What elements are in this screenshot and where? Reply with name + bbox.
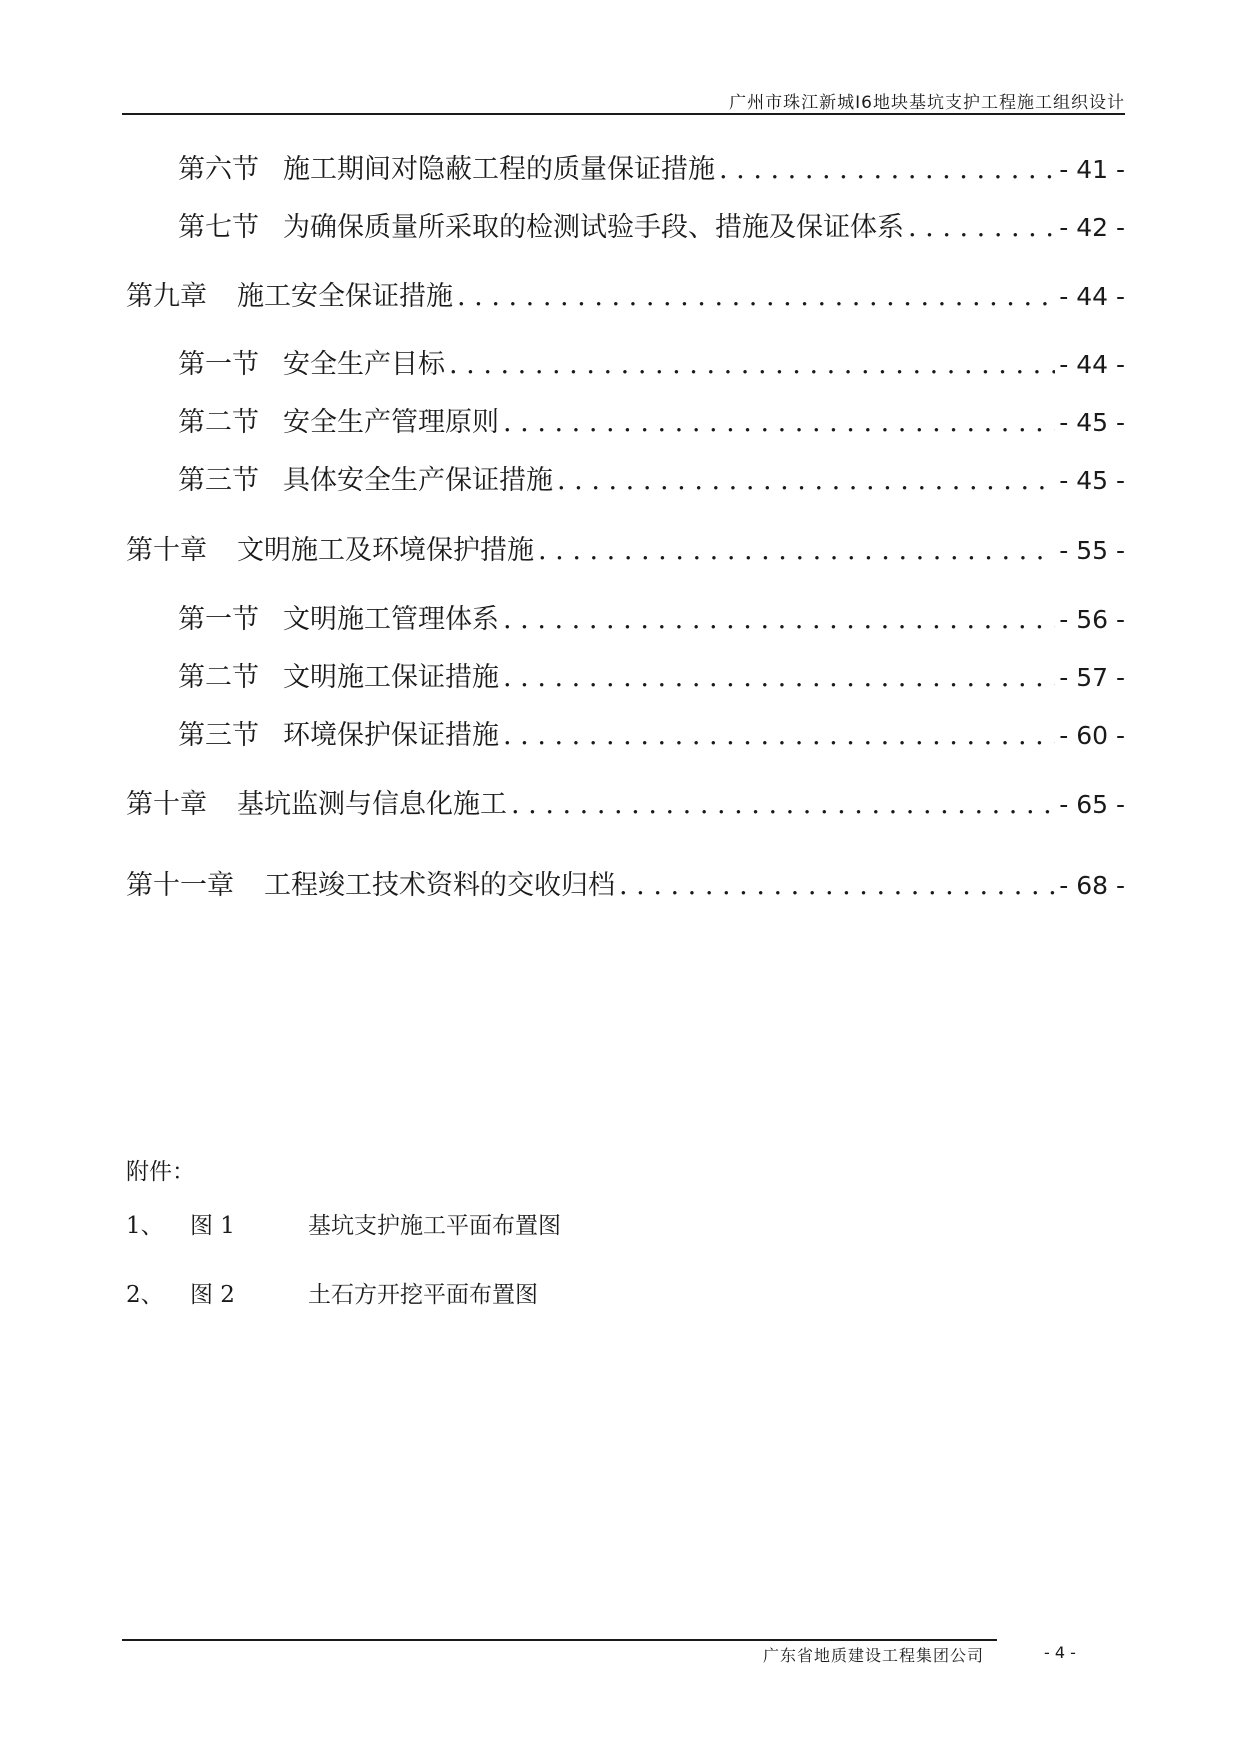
toc-entry[interactable] (178, 597, 1125, 636)
toc-entry-title: 环境保护保证措施 (283, 720, 499, 751)
toc-entry-title: 文明施工及环境保护措施 (237, 535, 534, 566)
toc-entry-label: 第二节 (178, 662, 259, 693)
toc-entry-page: - 44 - (1059, 350, 1125, 379)
toc-entry-page: - 60 - (1059, 721, 1125, 750)
toc-dot-leader (619, 870, 1055, 901)
toc-dot-leader (449, 349, 1055, 380)
toc-entry-page: - 44 - (1059, 282, 1125, 311)
toc-entry-title: 施工期间对隐蔽工程的质量保证措施 (283, 154, 715, 185)
toc-entry-title: 施工安全保证措施 (237, 281, 453, 312)
attachment-figure-label: 图 1 (190, 1213, 235, 1239)
toc-entry-title: 为确保质量所采取的检测试验手段、措施及保证体系 (283, 212, 904, 243)
toc-dot-leader (457, 281, 1055, 312)
toc-dot-leader (511, 789, 1055, 820)
toc-dot-leader (503, 720, 1055, 751)
toc-entry-title: 文明施工管理体系 (283, 604, 499, 635)
attachment-number: 1、 (126, 1213, 164, 1239)
footer-rule (122, 1639, 997, 1641)
toc-dot-leader (503, 604, 1055, 635)
toc-entry-title: 工程竣工技术资料的交收归档 (264, 870, 615, 901)
toc-entry-label: 第一节 (178, 604, 259, 635)
toc-dot-leader (557, 465, 1055, 496)
toc-entry-page: - 56 - (1059, 605, 1125, 634)
toc-entry-label: 第十章 (126, 535, 207, 566)
toc-entry-page: - 57 - (1059, 663, 1125, 692)
toc-entry[interactable] (126, 782, 1125, 821)
attachment-name: 基坑支护施工平面布置图 (308, 1213, 561, 1239)
toc-entry-label: 第十一章 (126, 870, 234, 901)
toc-entry-title: 具体安全生产保证措施 (283, 465, 553, 496)
attachments-title: 附件： (126, 1159, 195, 1185)
toc-entry-label: 第一节 (178, 349, 259, 380)
toc-entry-label: 第九章 (126, 281, 207, 312)
toc-entry-title: 基坑监测与信息化施工 (237, 789, 507, 820)
toc-dot-leader (503, 407, 1055, 438)
toc-entry-label: 第三节 (178, 720, 259, 751)
toc-entry[interactable] (178, 205, 1125, 244)
toc-entry[interactable] (178, 147, 1125, 186)
attachment-figure-label: 图 2 (190, 1282, 235, 1308)
toc-entry-title: 文明施工保证措施 (283, 662, 499, 693)
toc-entry-label: 第二节 (178, 407, 259, 438)
toc-dot-leader (719, 154, 1055, 185)
toc-entry-label: 第六节 (178, 154, 259, 185)
toc-entry[interactable] (178, 342, 1125, 381)
toc-entry[interactable] (178, 458, 1125, 497)
attachment-number: 2、 (126, 1282, 164, 1308)
toc-entry[interactable] (178, 713, 1125, 752)
toc-entry-label: 第十章 (126, 789, 207, 820)
toc-entry[interactable] (178, 655, 1125, 694)
toc-entry[interactable] (126, 528, 1125, 567)
toc-dot-leader (908, 212, 1055, 243)
toc-entry-page: - 68 - (1059, 871, 1125, 900)
toc-entry-label: 第三节 (178, 465, 259, 496)
toc-entry-page: - 42 - (1059, 213, 1125, 242)
footer-company: 广东省地质建设工程集团公司 (763, 1646, 985, 1665)
toc-entry[interactable] (178, 400, 1125, 439)
toc-entry[interactable] (126, 274, 1125, 313)
toc-entry-title: 安全生产目标 (283, 349, 445, 380)
header-rule (122, 113, 1125, 115)
toc-dot-leader (503, 662, 1055, 693)
running-header: 广州市珠江新城I6地块基坑支护工程施工组织设计 (729, 93, 1125, 113)
toc-entry-page: - 45 - (1059, 466, 1125, 495)
toc-dot-leader (538, 535, 1055, 566)
toc-entry-page: - 45 - (1059, 408, 1125, 437)
footer-page-number: - 4 - (1044, 1643, 1076, 1662)
toc-entry-page: - 41 - (1059, 155, 1125, 184)
toc-entry-label: 第七节 (178, 212, 259, 243)
toc-entry-page: - 55 - (1059, 536, 1125, 565)
toc-entry[interactable] (126, 863, 1125, 902)
toc-entry-title: 安全生产管理原则 (283, 407, 499, 438)
attachment-name: 土石方开挖平面布置图 (308, 1282, 538, 1308)
toc-entry-page: - 65 - (1059, 790, 1125, 819)
